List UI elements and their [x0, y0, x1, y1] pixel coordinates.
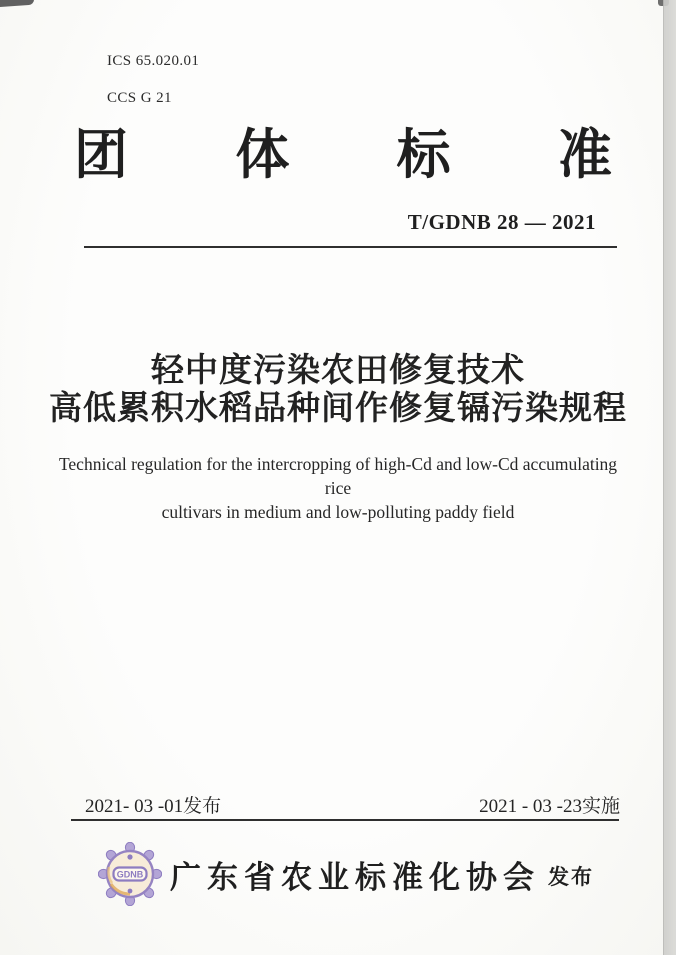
title-chinese-line-1: 轻中度污染农田修复技术	[151, 351, 525, 388]
issue-date: 2021- 03 -01发布	[85, 796, 222, 817]
ics-code: ICS 65.020.01	[107, 53, 200, 69]
doc-type-char: 准	[557, 125, 612, 185]
scan-mark-top-left	[0, 0, 34, 7]
gdnb-logo-icon	[98, 842, 162, 906]
title-english-line-1: Technical regulation for the intercropping of high-Cd and low-Cd accumulating rice	[58, 454, 618, 498]
date-row	[85, 791, 620, 818]
logo-text: GDNB	[116, 869, 144, 880]
scan-edge-right	[663, 0, 676, 955]
doc-type-char: 体	[235, 125, 290, 185]
title-chinese-line-2: 高低累积水稻品种间作修复镉污染规程	[49, 389, 627, 426]
publish-action-label: 发布	[548, 866, 594, 889]
ccs-code: CCS G 21	[107, 90, 172, 106]
doc-type-title	[74, 122, 612, 188]
doc-type-char: 标	[396, 125, 451, 185]
title-english	[48, 452, 628, 524]
header-divider	[84, 246, 617, 248]
title-chinese	[30, 351, 646, 427]
publisher-name: 广东省农业标准化协会	[170, 859, 540, 895]
title-english-line-2: cultivars in medium and low-polluting paddy field	[161, 502, 515, 522]
implement-date: 2021 - 03 -23实施	[479, 796, 620, 817]
standard-number: T/GDNB 28 — 2021	[407, 210, 596, 234]
footer-divider	[71, 819, 619, 821]
publisher-row	[98, 840, 594, 908]
doc-type-char: 团	[74, 125, 128, 185]
